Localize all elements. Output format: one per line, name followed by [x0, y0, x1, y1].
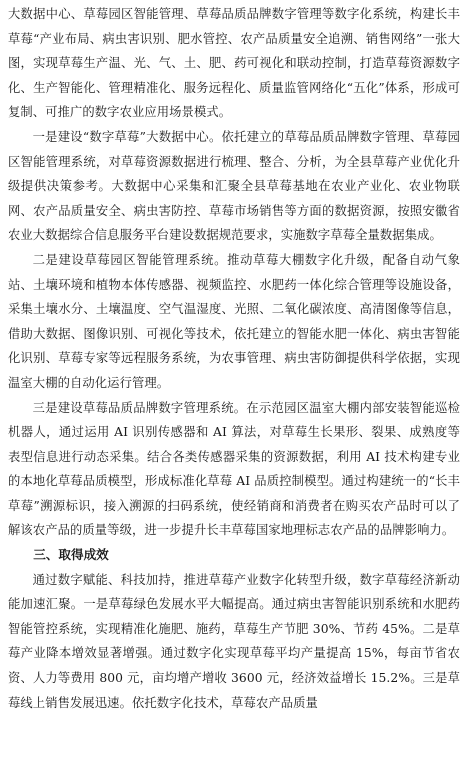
section-heading-results: 三、取得成效 [33, 547, 109, 563]
paragraph-smart-park: 二是建设草莓园区智能管理系统。推动草莓大棚数字化升级，配备自动气象站、土壤环境和植物本体传感器、视频监控、水肥药一体化综合管理等设施设备，采集土壤水分、土壤温度、空气温湿度、光照、二氧化碳浓度、高清图像等信息，借助大数据、图像识别、可视化等技术，依托建立的智能水肥一体化、病虫害智能化识别、草莓专家等远程服务系统，为农事管理、病虫害防御提供科学依据，实现温室大棚的自动化运行管理。 [8, 252, 460, 390]
paragraph-big-data-center: 一是建设“数字草莓”大数据中心。依托建立的草莓品质品牌数字管理、草莓园区智能管理系统，对草莓资源数据进行梳理、整合、分析，为全县草莓产业优化升级提供决策参考。大数据中心采集和汇聚全县草莓基地在农业产业化、农业物联网、农产品质量安全、病虫害防控、草莓市场销售等方面的数据资源，按照安徽省农业大数据综合信息服务平台建设数据规范要求，实施数字草莓全量数据集成。 [8, 129, 460, 243]
paragraph-intro: 大数据中心、草莓园区智能管理、草莓品质品牌数字管理等数字化系统，构建长丰草莓“产业布局、病虫害识别、肥水管控、农产品质量安全追溯、销售网络”一张大图，实现草莓生产温、光、气、土、肥、药可视化和联动控制，打造草莓资源数字化、生产智能化、管理精准化、服务远程化、质量监管网络化“五化”体系，形成可复制、可推广的数字农业应用场景模式。 [8, 7, 460, 120]
paragraph-quality-brand: 三是建设草莓品质品牌数字管理系统。在示范园区温室大棚内部安装智能巡检机器人，通过运用 AI 识别传感器和 AI 算法，对草莓生长果形、裂果、成熟度等表型信息进行动态采集。结合各类传感器采集的资源数据，利用 AI 技术构建专业的本地化草莓品质模型，形成标准化草莓 AI 品质控制模型。通过构建统一的“长丰草莓”溯源标识，接入溯源的扫码系统，使经销商和消费者在购买农产品时可以了解该农产品的质量等级，进一步提升长丰草莓国家地理标志农产品的品牌影响力。 [8, 400, 460, 538]
paragraph-results: 通过数字赋能、科技加持，推进草莓产业数字化转型升级，数字草莓经济新动能加速汇聚。一是草莓绿色发展水平大幅提高。通过病虫害智能识别系统和水肥药智能管控系统，实现精准化施肥、施药，草莓生产节肥 30%、节药 45%。二是草莓产业降本增效显著增强。通过数字化实现草莓平均产量提高 15%，每亩节省农资、人力等费用 800 元，亩均增产增收 3600 元，经济效益增长 15.2%。三是草莓线上销售发展迅速。依托数字化技术，草莓农产品质量 [8, 572, 460, 710]
